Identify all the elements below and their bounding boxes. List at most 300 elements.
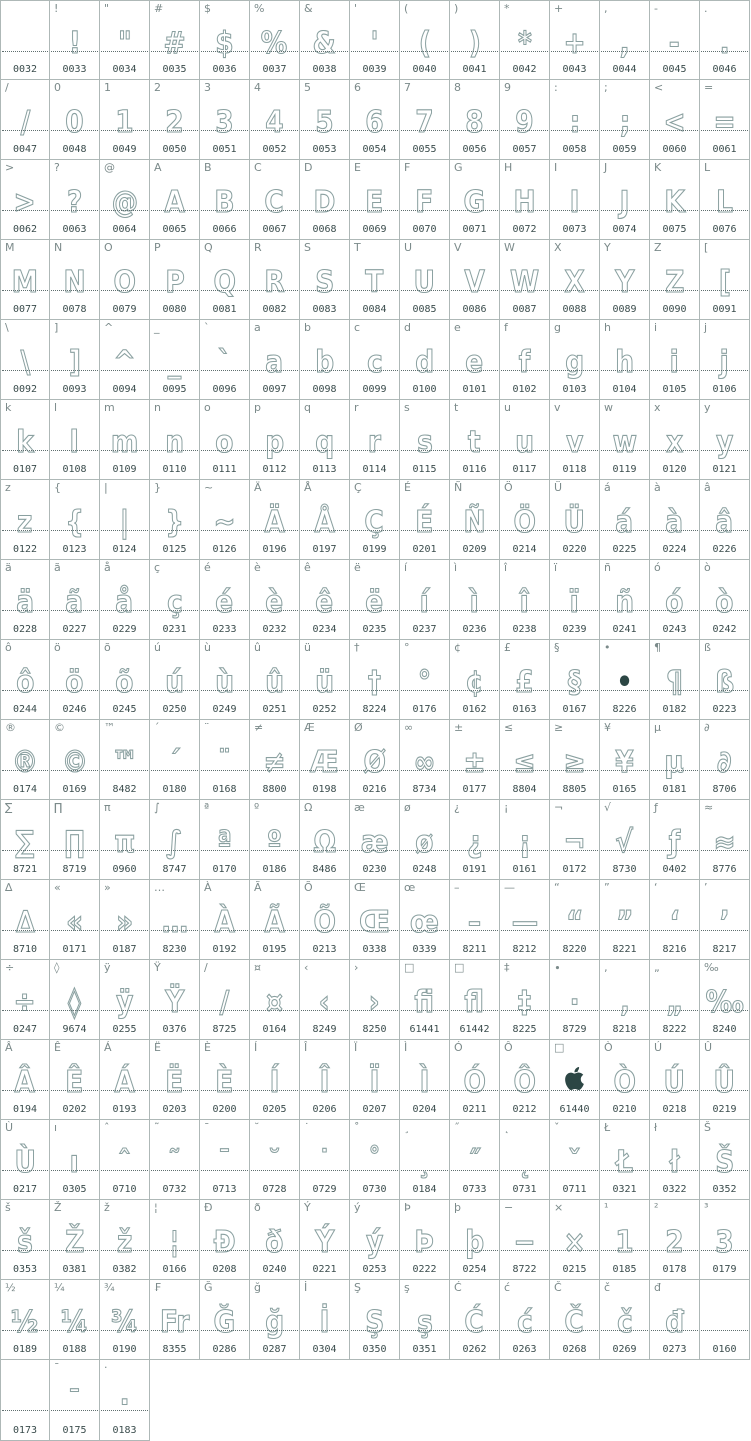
char-cell	[300, 1040, 350, 1120]
char-cell	[100, 400, 150, 480]
char-code: 0162	[462, 704, 487, 715]
baseline-rule	[201, 130, 248, 131]
baseline-rule	[51, 610, 98, 611]
glyph-area	[1, 400, 49, 460]
glyph-area	[600, 320, 649, 380]
char-cell	[500, 720, 550, 800]
glyph-area	[100, 720, 149, 780]
glyph-area	[650, 480, 699, 540]
char-label: m	[104, 401, 115, 414]
char-glyph: {	[65, 505, 84, 540]
char-cell	[300, 960, 350, 1040]
char-code: 0227	[62, 624, 87, 635]
char-cell	[450, 800, 500, 880]
glyph-area	[550, 240, 599, 300]
char-cell	[300, 160, 350, 240]
glyph-area	[50, 160, 99, 220]
char-label: <	[654, 81, 664, 94]
char-code: 0215	[562, 1264, 587, 1275]
char-label: ∞	[404, 721, 414, 734]
char-cell	[350, 400, 400, 480]
char-label: %	[254, 2, 265, 15]
char-code: 8217	[712, 944, 737, 955]
char-glyph: á	[615, 505, 634, 540]
char-glyph: N	[63, 265, 86, 300]
char-glyph: ¾	[110, 1305, 139, 1340]
char-label: F	[404, 161, 411, 174]
char-label: Ê	[54, 1041, 61, 1054]
char-glyph: ¬	[563, 825, 586, 860]
char-glyph: 4	[265, 105, 284, 140]
glyph-area	[500, 800, 549, 860]
baseline-rule	[601, 690, 648, 691]
char-label: ž	[104, 1201, 110, 1214]
char-code: 0305	[62, 1184, 87, 1195]
glyph-area	[500, 1, 549, 61]
char-row	[0, 720, 751, 800]
char-label: Q	[204, 241, 213, 254]
char-code: 0321	[612, 1184, 637, 1195]
char-code: 0198	[312, 784, 337, 795]
char-cell	[100, 720, 150, 800]
baseline-rule	[151, 1010, 198, 1011]
char-code: 0035	[162, 64, 187, 75]
baseline-rule	[2, 51, 48, 52]
char-code: 0112	[262, 464, 287, 475]
char-label: C	[254, 161, 262, 174]
baseline-rule	[601, 770, 648, 771]
char-cell	[200, 480, 250, 560]
baseline-rule	[201, 1250, 248, 1251]
char-code: 0732	[162, 1184, 187, 1195]
char-glyph: Ð	[213, 1225, 236, 1260]
baseline-rule	[701, 610, 748, 611]
char-glyph: „	[665, 985, 684, 1020]
glyph-area	[100, 1, 149, 61]
char-label: d	[404, 321, 411, 334]
char-cell	[700, 320, 750, 400]
char-code: 8249	[312, 1024, 337, 1035]
baseline-rule	[451, 850, 498, 851]
char-glyph: ë	[365, 585, 384, 620]
char-glyph: '	[370, 26, 379, 61]
baseline-rule	[51, 930, 98, 931]
char-glyph: √	[615, 825, 634, 860]
baseline-rule	[501, 930, 548, 931]
char-cell	[200, 1120, 250, 1200]
char-cell	[550, 400, 600, 480]
char-code: 0251	[262, 704, 287, 715]
char-label: î	[504, 561, 508, 574]
char-cell	[500, 960, 550, 1040]
char-glyph: ˆ	[117, 1145, 132, 1180]
char-cell	[200, 880, 250, 960]
char-cell	[50, 880, 100, 960]
baseline-rule	[501, 450, 548, 451]
char-glyph: —	[511, 905, 538, 940]
glyph-area	[400, 1120, 449, 1180]
char-glyph: Ü	[563, 505, 586, 540]
glyph-area	[450, 720, 499, 780]
char-code: 0041	[462, 64, 487, 75]
char-cell	[100, 160, 150, 240]
char-glyph: 6	[365, 105, 384, 140]
glyph-area	[400, 800, 449, 860]
baseline-rule	[501, 370, 548, 371]
char-cell	[350, 480, 400, 560]
char-glyph: d	[415, 345, 434, 380]
char-code: 8730	[612, 864, 637, 875]
baseline-rule	[2, 1170, 48, 1171]
baseline-rule	[101, 1250, 148, 1251]
char-code: 0205	[262, 1104, 287, 1115]
char-cell	[150, 0, 200, 80]
char-code: 0124	[112, 544, 137, 555]
char-cell	[650, 880, 700, 960]
glyph-area	[500, 720, 549, 780]
char-code: 0728	[262, 1184, 287, 1195]
baseline-rule	[601, 930, 648, 931]
char-glyph: ş	[416, 1305, 433, 1340]
glyph-area	[550, 1280, 599, 1340]
char-code: 0083	[312, 304, 337, 315]
char-label: ï	[554, 561, 558, 574]
glyph-area	[50, 480, 99, 540]
baseline-rule	[601, 450, 648, 451]
glyph-area	[300, 320, 349, 380]
baseline-rule	[2, 1410, 48, 1411]
glyph-area	[100, 480, 149, 540]
glyph-area	[100, 880, 149, 940]
baseline-rule	[401, 51, 448, 52]
char-code: 0096	[212, 384, 237, 395]
baseline-rule	[301, 770, 348, 771]
glyph-area	[650, 640, 699, 700]
baseline-rule	[551, 1250, 598, 1251]
baseline-rule	[501, 210, 548, 211]
char-cell	[300, 1280, 350, 1360]
char-code: 0166	[162, 1264, 187, 1275]
char-code: 0304	[312, 1344, 337, 1355]
char-cell	[50, 1280, 100, 1360]
char-label: Ω	[304, 801, 313, 814]
char-label: I	[554, 161, 558, 174]
glyph-area	[600, 1120, 649, 1180]
char-code: 0165	[612, 784, 637, 795]
glyph-area	[1, 560, 49, 620]
char-label: ¹	[604, 1201, 609, 1214]
char-label: Ü	[554, 481, 563, 494]
char-glyph: ∑	[15, 825, 35, 860]
baseline-rule	[701, 130, 748, 131]
char-glyph: C	[264, 185, 285, 220]
char-label: Õ	[304, 881, 313, 894]
char-glyph: x	[665, 425, 684, 460]
char-cell	[700, 640, 750, 720]
char-label: )	[454, 2, 459, 15]
char-cell	[0, 0, 50, 80]
baseline-rule	[251, 210, 298, 211]
char-code: 0125	[162, 544, 187, 555]
char-cell	[600, 0, 650, 80]
baseline-rule	[651, 130, 698, 131]
glyph-area	[150, 560, 199, 620]
char-glyph: 0	[65, 105, 84, 140]
glyph-area	[700, 720, 749, 780]
char-glyph: v	[565, 425, 584, 460]
glyph-area	[200, 400, 249, 460]
char-cell	[550, 880, 600, 960]
char-cell	[600, 1120, 650, 1200]
char-label: «	[54, 881, 61, 894]
char-cell	[550, 720, 600, 800]
char-cell	[350, 1120, 400, 1200]
baseline-rule	[601, 1010, 648, 1011]
baseline-rule	[401, 770, 448, 771]
char-glyph: œ	[410, 905, 439, 940]
char-cell	[650, 240, 700, 320]
baseline-rule	[201, 290, 248, 291]
char-cell	[250, 880, 300, 960]
char-glyph: Ł	[616, 1145, 633, 1180]
char-label: ¨	[204, 721, 210, 734]
char-label: †	[354, 641, 360, 654]
char-cell	[400, 320, 450, 400]
char-label: â	[704, 481, 711, 494]
baseline-rule	[251, 51, 298, 52]
char-glyph: Ù	[14, 1145, 36, 1180]
glyph-area	[250, 1280, 299, 1340]
glyph-area	[450, 1280, 499, 1340]
char-code: 0193	[112, 1104, 137, 1115]
char-label: ×	[554, 1201, 564, 1214]
glyph-area	[50, 640, 99, 700]
baseline-rule	[401, 1010, 448, 1011]
char-code: 0241	[612, 624, 637, 635]
char-cell	[400, 560, 450, 640]
baseline-rule	[51, 450, 98, 451]
glyph-area	[1, 720, 49, 780]
glyph-area	[700, 160, 749, 220]
char-code: 0098	[312, 384, 337, 395]
char-code: 0037	[262, 64, 287, 75]
char-cell	[350, 160, 400, 240]
char-cell	[700, 480, 750, 560]
char-code: 0173	[12, 1425, 38, 1436]
char-label: ‡	[504, 961, 510, 974]
baseline-rule	[351, 1330, 398, 1331]
char-code: 0093	[62, 384, 87, 395]
baseline-rule	[601, 1170, 648, 1171]
baseline-rule	[251, 1090, 298, 1091]
baseline-rule	[501, 130, 548, 131]
char-code: 0077	[12, 304, 38, 315]
glyph-area	[250, 960, 299, 1020]
char-cell	[600, 400, 650, 480]
char-glyph: @	[111, 185, 138, 220]
char-code: 0113	[312, 464, 337, 475]
char-code: 0269	[612, 1344, 637, 1355]
char-cell	[450, 1120, 500, 1200]
char-code: 0126	[212, 544, 237, 555]
char-glyph: ì	[469, 585, 480, 620]
char-code: 0080	[162, 304, 187, 315]
char-code: 0192	[212, 944, 237, 955]
char-glyph: ]	[68, 345, 81, 380]
char-code: 0237	[412, 624, 437, 635]
char-cell	[550, 800, 600, 880]
glyph-area	[150, 480, 199, 540]
glyph-area	[50, 800, 99, 860]
char-cell	[300, 480, 350, 560]
glyph-area	[400, 80, 449, 140]
char-cell	[100, 1360, 150, 1441]
glyph-area	[600, 80, 649, 140]
char-glyph: e	[465, 345, 484, 380]
glyph-area	[450, 800, 499, 860]
char-cell	[0, 1200, 50, 1280]
char-label: ∙	[554, 961, 561, 974]
baseline-rule	[2, 850, 48, 851]
char-code: 0071	[462, 224, 487, 235]
glyph-area	[50, 1360, 99, 1420]
char-glyph: )	[468, 26, 481, 61]
char-label: S	[304, 241, 311, 254]
char-label: ã	[54, 561, 61, 574]
char-code: 0046	[712, 64, 737, 75]
glyph-area	[300, 400, 349, 460]
glyph-area	[50, 240, 99, 300]
char-cell	[200, 1280, 250, 1360]
char-label: É	[404, 481, 411, 494]
baseline-rule	[201, 610, 248, 611]
char-label: ø	[404, 801, 411, 814]
baseline-rule	[351, 610, 398, 611]
char-label: -	[654, 2, 658, 15]
char-glyph: …	[161, 905, 188, 940]
glyph-area	[650, 1, 699, 61]
glyph-area	[300, 1, 349, 61]
baseline-rule	[301, 130, 348, 131]
char-code: 0218	[662, 1104, 687, 1115]
char-cell	[0, 1280, 50, 1360]
baseline-rule	[451, 930, 498, 931]
char-label: #	[154, 2, 164, 15]
char-label: ^	[104, 321, 114, 334]
char-label: 0	[54, 81, 61, 94]
char-label: ô	[5, 641, 12, 654]
char-code: 0353	[12, 1264, 38, 1275]
char-glyph: Fr	[159, 1305, 190, 1340]
char-label: \	[5, 321, 9, 334]
glyph-area	[300, 640, 349, 700]
char-cell	[500, 1120, 550, 1200]
char-cell	[200, 640, 250, 720]
baseline-rule	[701, 1330, 748, 1331]
char-code: 8734	[412, 784, 437, 795]
char-code: 0255	[112, 1024, 137, 1035]
char-cell	[50, 1200, 100, 1280]
char-glyph: ‚	[619, 985, 630, 1020]
glyph-area	[250, 160, 299, 220]
char-glyph: l	[69, 425, 80, 460]
char-cell	[0, 480, 50, 560]
char-label: □	[554, 1041, 565, 1054]
char-cell	[650, 1200, 700, 1280]
baseline-rule	[701, 1170, 748, 1171]
char-cell	[100, 1280, 150, 1360]
char-code: 0051	[212, 144, 237, 155]
glyph-area	[1, 960, 49, 1020]
baseline-rule	[601, 530, 648, 531]
char-glyph: Š	[714, 1145, 735, 1180]
char-label: √	[604, 801, 612, 814]
baseline-rule	[601, 370, 648, 371]
char-cell	[100, 1040, 150, 1120]
char-code: 0042	[512, 64, 537, 75]
char-label: "	[104, 2, 110, 15]
char-cell	[500, 1200, 550, 1280]
char-label: Ć	[454, 1281, 462, 1294]
baseline-rule	[401, 610, 448, 611]
char-glyph: ł	[669, 1145, 680, 1180]
char-code: 0085	[412, 304, 437, 315]
char-cell	[350, 1040, 400, 1120]
char-glyph: č	[616, 1305, 633, 1340]
char-label: —	[504, 881, 515, 894]
char-cell	[450, 1200, 500, 1280]
char-code: 0191	[462, 864, 487, 875]
glyph-area	[700, 1280, 749, 1331]
char-cell	[300, 400, 350, 480]
glyph-area	[50, 1280, 99, 1340]
char-glyph: ó	[665, 585, 684, 620]
baseline-rule	[51, 1330, 98, 1331]
glyph-area	[450, 560, 499, 620]
char-cell	[200, 400, 250, 480]
char-glyph: 1	[115, 105, 134, 140]
char-cell	[250, 1280, 300, 1360]
char-label: Ý	[304, 1201, 311, 1214]
char-label: ]	[54, 321, 59, 334]
char-code: 0040	[412, 64, 437, 75]
baseline-rule	[651, 610, 698, 611]
char-label: x	[654, 401, 661, 414]
char-code: 0036	[212, 64, 237, 75]
char-code: 8486	[312, 864, 337, 875]
char-label: “	[554, 881, 560, 894]
baseline-rule	[651, 450, 698, 451]
char-cell	[150, 480, 200, 560]
char-code: 0217	[12, 1184, 38, 1195]
char-code: 0182	[662, 704, 687, 715]
char-glyph: à	[665, 505, 684, 540]
char-label: Æ	[304, 721, 315, 734]
char-label: Ğ	[204, 1281, 213, 1294]
glyph-area	[50, 1, 99, 61]
char-cell	[550, 240, 600, 320]
char-code: 61440	[559, 1104, 590, 1115]
char-glyph: ±	[463, 745, 486, 780]
baseline-rule	[701, 51, 748, 52]
char-glyph: ‰	[705, 985, 744, 1020]
baseline-rule	[551, 290, 598, 291]
char-code: 0180	[162, 784, 187, 795]
char-label: U	[404, 241, 413, 254]
char-row	[0, 1040, 751, 1120]
char-code: 0338	[362, 944, 387, 955]
glyph-area	[450, 480, 499, 540]
